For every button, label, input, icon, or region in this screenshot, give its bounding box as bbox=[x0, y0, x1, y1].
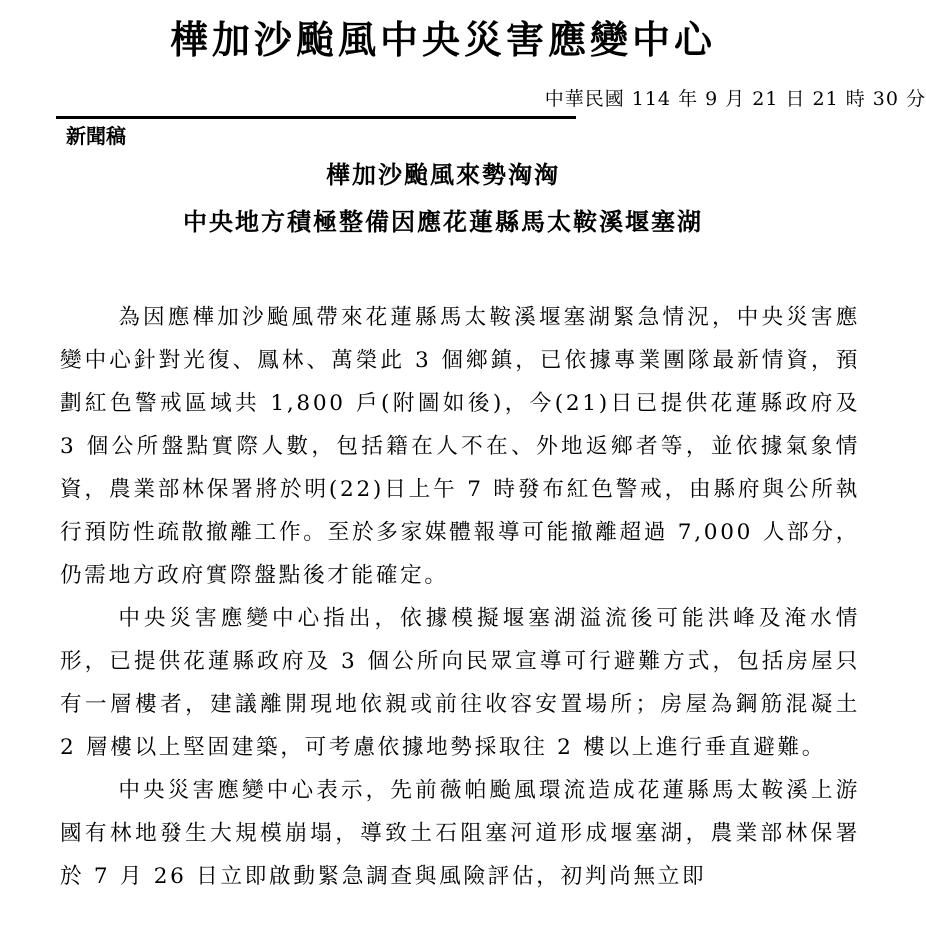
headline-line-1: 樺加沙颱風來勢洶洶 bbox=[326, 160, 560, 189]
headline-line-2: 中央地方積極整備因應花蓮縣馬太鞍溪堰塞湖 bbox=[183, 207, 703, 236]
paragraph-1: 為因應樺加沙颱風帶來花蓮縣馬太鞍溪堰塞湖緊急情況，中央災害應變中心針對光復、鳳林、萬榮此 3 個鄉鎮，已依據專業團隊最新情資，預劃紅色警戒區域共 1,800 戶(附圖如後)，今(21)日已提供花蓮縣政府及 3 個公所盤點實際人數，包括籍在人不在、外地返鄉者等，並依據氣象情資，農業部林保署將於明(22)日上午 7 時發布紅色警戒，由縣府與公所執行預防性疏散撤離工作。至於多家媒體報導可能撤離超過 7,000 人部分，仍需地方政府實際盤點後才能確定。 bbox=[60, 305, 860, 588]
header-divider bbox=[56, 116, 576, 119]
article-body bbox=[60, 296, 860, 898]
paragraph-3: 中央災害應變中心表示，先前薇帕颱風環流造成花蓮縣馬太鞍溪上游國有林地發生大規模崩塌，導致土石阻塞河道形成堰塞湖，農業部林保署於 7 月 26 日立即啟動緊急調查與風險評估，初判尚無立即 bbox=[60, 778, 860, 889]
press-release-label: 新聞稿 bbox=[66, 124, 126, 148]
issue-date: 中華民國 114 年 9 月 21 日 21 時 30 分 bbox=[544, 88, 926, 110]
paragraph-2: 中央災害應變中心指出，依據模擬堰塞湖溢流後可能洪峰及淹水情形，已提供花蓮縣政府及 3 個公所向民眾宣導可行避難方式，包括房屋只有一層樓者，建議離開現地依親或前往收容安置場所；房屋為鋼筋混凝土 2 層樓以上堅固建築，可考慮依據地勢採取往 2 樓以上進行垂直避難。 bbox=[60, 606, 860, 760]
organization-title: 樺加沙颱風中央災害應變中心 bbox=[169, 17, 716, 62]
